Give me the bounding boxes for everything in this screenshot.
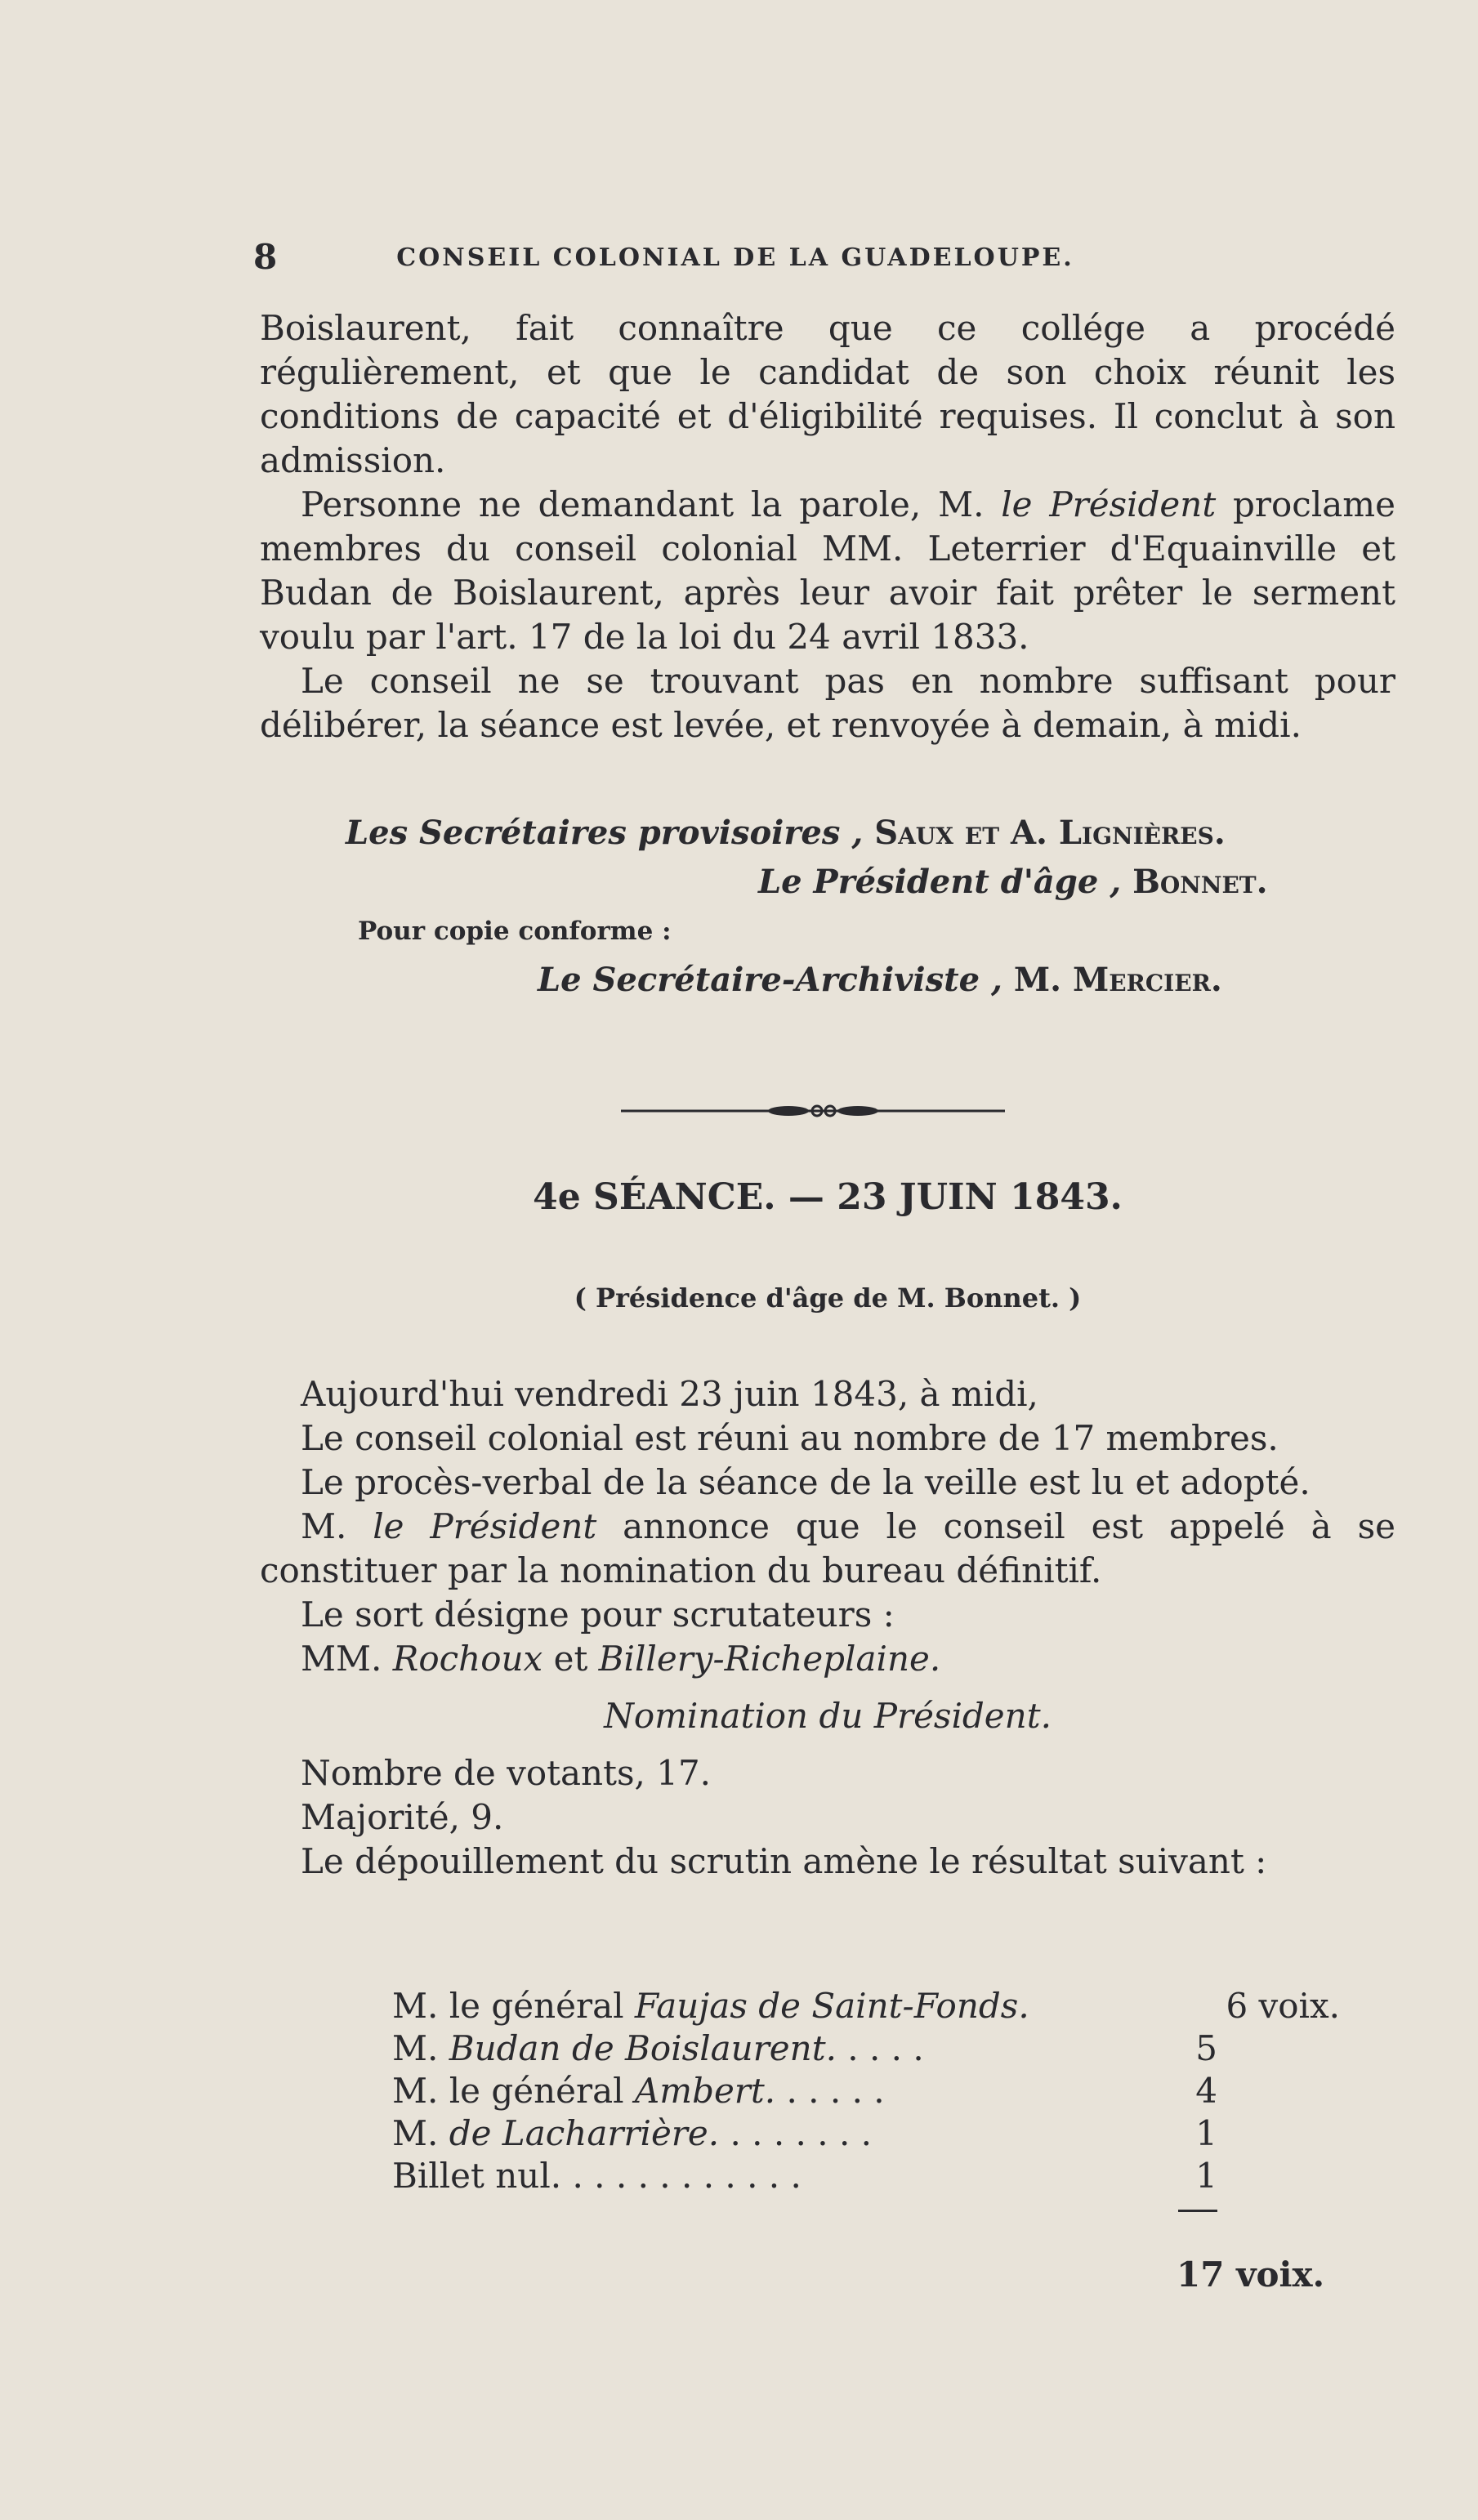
total-rule: [1178, 2210, 1217, 2212]
running-title: CONSEIL COLONIAL DE LA GUADELOUPE.: [396, 243, 1074, 272]
vote-row: M. le général Ambert. . . . . . 4: [392, 2071, 1217, 2111]
vote-row: M. Budan de Boislaurent. . . . . 5: [392, 2028, 1217, 2068]
vote-count: 5: [1195, 2028, 1217, 2068]
vote-count: 4: [1195, 2071, 1217, 2111]
page-number: 8: [253, 237, 278, 277]
archiviste-signature: Le Secrétaire-Archiviste , M. Mercier.: [538, 961, 1222, 999]
section-title: Nomination du Président.: [604, 1696, 1052, 1736]
votants-line: Nombre de votants, 17.: [301, 1753, 712, 1793]
minutes-line-4: M. le Président annonce que le conseil est appelé à se constituer par la nomination du bureau définitif.: [260, 1506, 1395, 1590]
majorite-line: Majorité, 9.: [301, 1797, 504, 1837]
vote-count: 1: [1195, 2156, 1217, 2196]
depouillement-line: Le dépouillement du scrutin amène le résultat suivant :: [301, 1841, 1267, 1881]
presidence-line: ( Présidence d'âge de M. Bonnet. ): [574, 1282, 1082, 1314]
vote-row: Billet nul. . . . . . . . . . . . 1: [392, 2156, 1217, 2196]
vote-count: 6 voix.: [1226, 1986, 1340, 2026]
minutes-line-2: Le conseil colonial est réuni au nombre de 17 membres.: [301, 1418, 1279, 1458]
vote-row: M. de Lacharrière. . . . . . . . 1: [392, 2113, 1217, 2153]
paragraph-3: Le conseil ne se trouvant pas en nombre suffisant pour délibérer, la séance est levée, et renvoyée à demain, à midi.: [260, 661, 1395, 745]
minutes-line-6: MM. Rochoux et Billery-Richeplaine.: [301, 1639, 941, 1679]
paragraph-1: Boislaurent, fait connaître que ce collége a procédé régulièrement, et que le candidat de son choix réunit les conditions de capacité et d'éligibilité requises. Il conclut à son admission.: [260, 308, 1395, 480]
minutes-line-3: Le procès-verbal de la séance de la veille est lu et adopté.: [301, 1462, 1311, 1502]
seance-title: 4e SÉANCE. — 23 JUIN 1843.: [533, 1176, 1123, 1218]
minutes-line-5: Le sort désigne pour scrutateurs :: [301, 1595, 895, 1635]
secretaires-signature: Les Secrétaires provisoires , Saux et A. Lignières.: [346, 814, 1226, 852]
vote-count: 1: [1195, 2113, 1217, 2153]
paragraph-2: Personne ne demandant la parole, M. le Président proclame membres du conseil colonial MM. Leterrier d'Equainville et Budan de Boislaurent, après leur avoir fait prêter le serment voulu par l'art. 17 de la loi du 24 avril 1833.: [260, 484, 1395, 657]
minutes-block: [260, 1372, 1395, 1884]
vote-total: 17 voix.: [1177, 2255, 1325, 2295]
minutes-line-1: Aujourd'hui vendredi 23 juin 1843, à midi,: [301, 1374, 1038, 1414]
vote-results: [392, 1985, 1340, 2197]
page-header: [253, 237, 1217, 286]
vote-row: M. le général Faujas de Saint-Fonds. 6 voix.: [392, 1986, 1340, 2026]
copie-conforme: Pour copie conforme :: [358, 917, 672, 946]
signature-block: [260, 809, 1395, 1005]
president-signature: Le Président d'âge , Bonnet.: [758, 863, 1268, 901]
ornamental-divider: [621, 1104, 1005, 1117]
top-text-block: [260, 306, 1395, 747]
